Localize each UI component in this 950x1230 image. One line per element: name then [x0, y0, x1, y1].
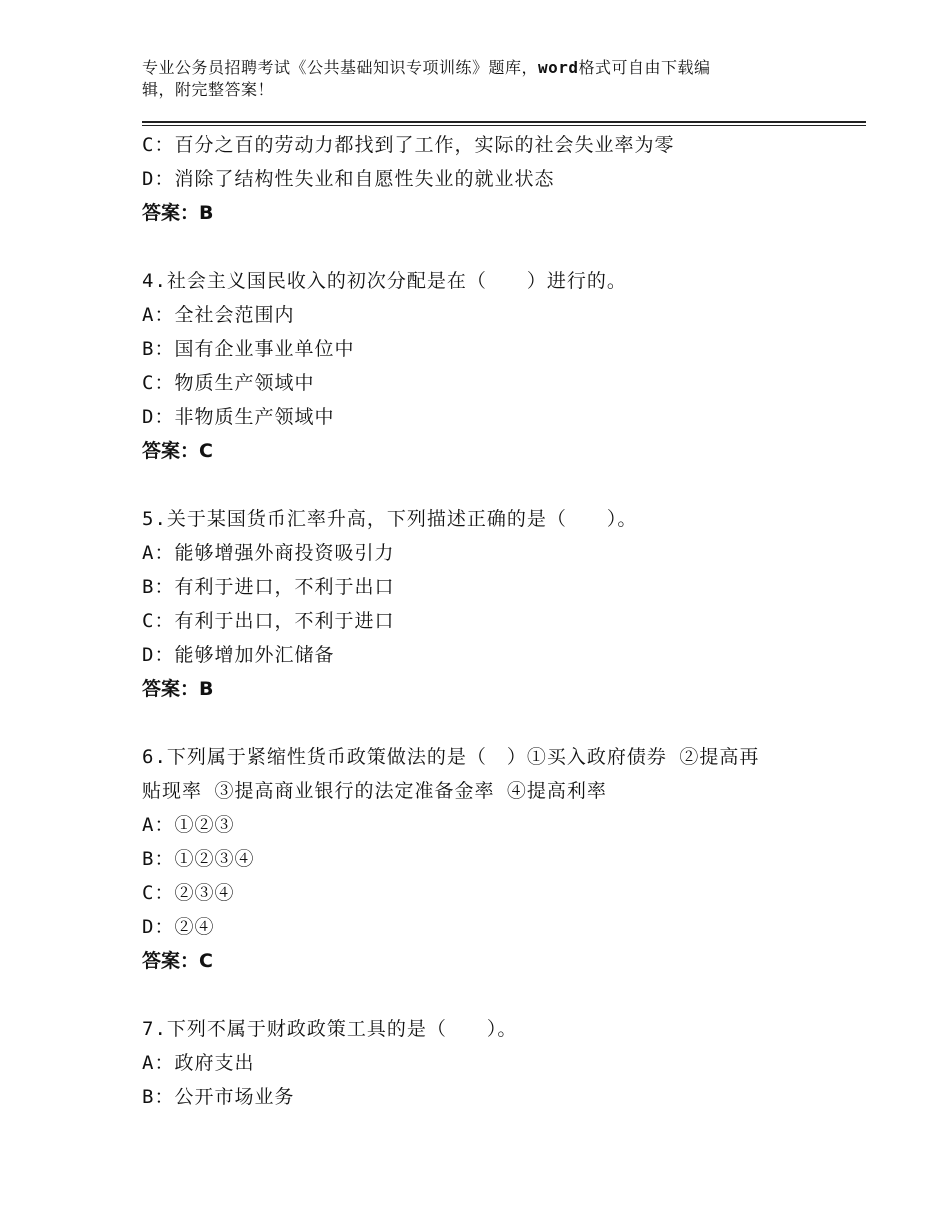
- option-d: D：能够增加外汇储备: [142, 644, 335, 666]
- page-header: [142, 57, 802, 101]
- option-d: D：消除了结构性失业和自愿性失业的就业状态: [142, 168, 555, 190]
- spacer: [142, 706, 842, 740]
- option-d: D：非物质生产领域中: [142, 406, 335, 428]
- question-stem: 4.社会主义国民收入的初次分配是在（ ）进行的。: [142, 270, 627, 292]
- option-c: C：有利于出口，不利于进口: [142, 610, 395, 632]
- option-c: C：②③④: [142, 882, 235, 904]
- answer: 答案：C: [142, 950, 213, 972]
- option-c: C：百分之百的劳动力都找到了工作，实际的社会失业率为零: [142, 134, 675, 156]
- header-line-1-suffix: 格式可自由下载编: [578, 58, 711, 77]
- header-rule-thin: [142, 125, 866, 126]
- question-4: [142, 264, 842, 468]
- answer: 答案：C: [142, 440, 213, 462]
- option-a: A：政府支出: [142, 1052, 255, 1074]
- option-b: B：公开市场业务: [142, 1086, 295, 1108]
- question-fragment: [142, 128, 842, 230]
- question-5: [142, 502, 842, 706]
- question-stem: 5.关于某国货币汇率升高，下列描述正确的是（ ）。: [142, 508, 638, 530]
- header-line-1: [142, 57, 802, 79]
- option-a: A：全社会范围内: [142, 304, 295, 326]
- option-d: D：②④: [142, 916, 215, 938]
- spacer: [142, 230, 842, 264]
- question-stem-line-1: 6.下列属于紧缩性货币政策做法的是（ ）①买入政府债券 ②提高再: [142, 746, 760, 768]
- option-a: A：能够增强外商投资吸引力: [142, 542, 395, 564]
- option-c: C：物质生产领域中: [142, 372, 315, 394]
- question-list: [142, 128, 842, 1114]
- answer: 答案：B: [142, 678, 214, 700]
- option-b: B：国有企业事业单位中: [142, 338, 355, 360]
- header-line-1-prefix: 专业公务员招聘考试《公共基础知识专项训练》题库，: [142, 58, 539, 77]
- question-stem-line-2: 贴现率 ③提高商业银行的法定准备金率 ④提高利率: [142, 780, 607, 802]
- option-b: B：①②③④: [142, 848, 255, 870]
- question-stem: 7.下列不属于财政政策工具的是（ ）。: [142, 1018, 518, 1040]
- option-b: B：有利于进口，不利于出口: [142, 576, 395, 598]
- header-line-2: 辑，附完整答案！: [142, 80, 275, 99]
- question-7: [142, 1012, 842, 1114]
- spacer: [142, 978, 842, 1012]
- answer: 答案：B: [142, 202, 214, 224]
- header-word-label: word: [538, 58, 579, 77]
- option-a: A：①②③: [142, 814, 235, 836]
- spacer: [142, 468, 842, 502]
- header-rule-thick: [142, 121, 866, 123]
- question-6: [142, 740, 842, 978]
